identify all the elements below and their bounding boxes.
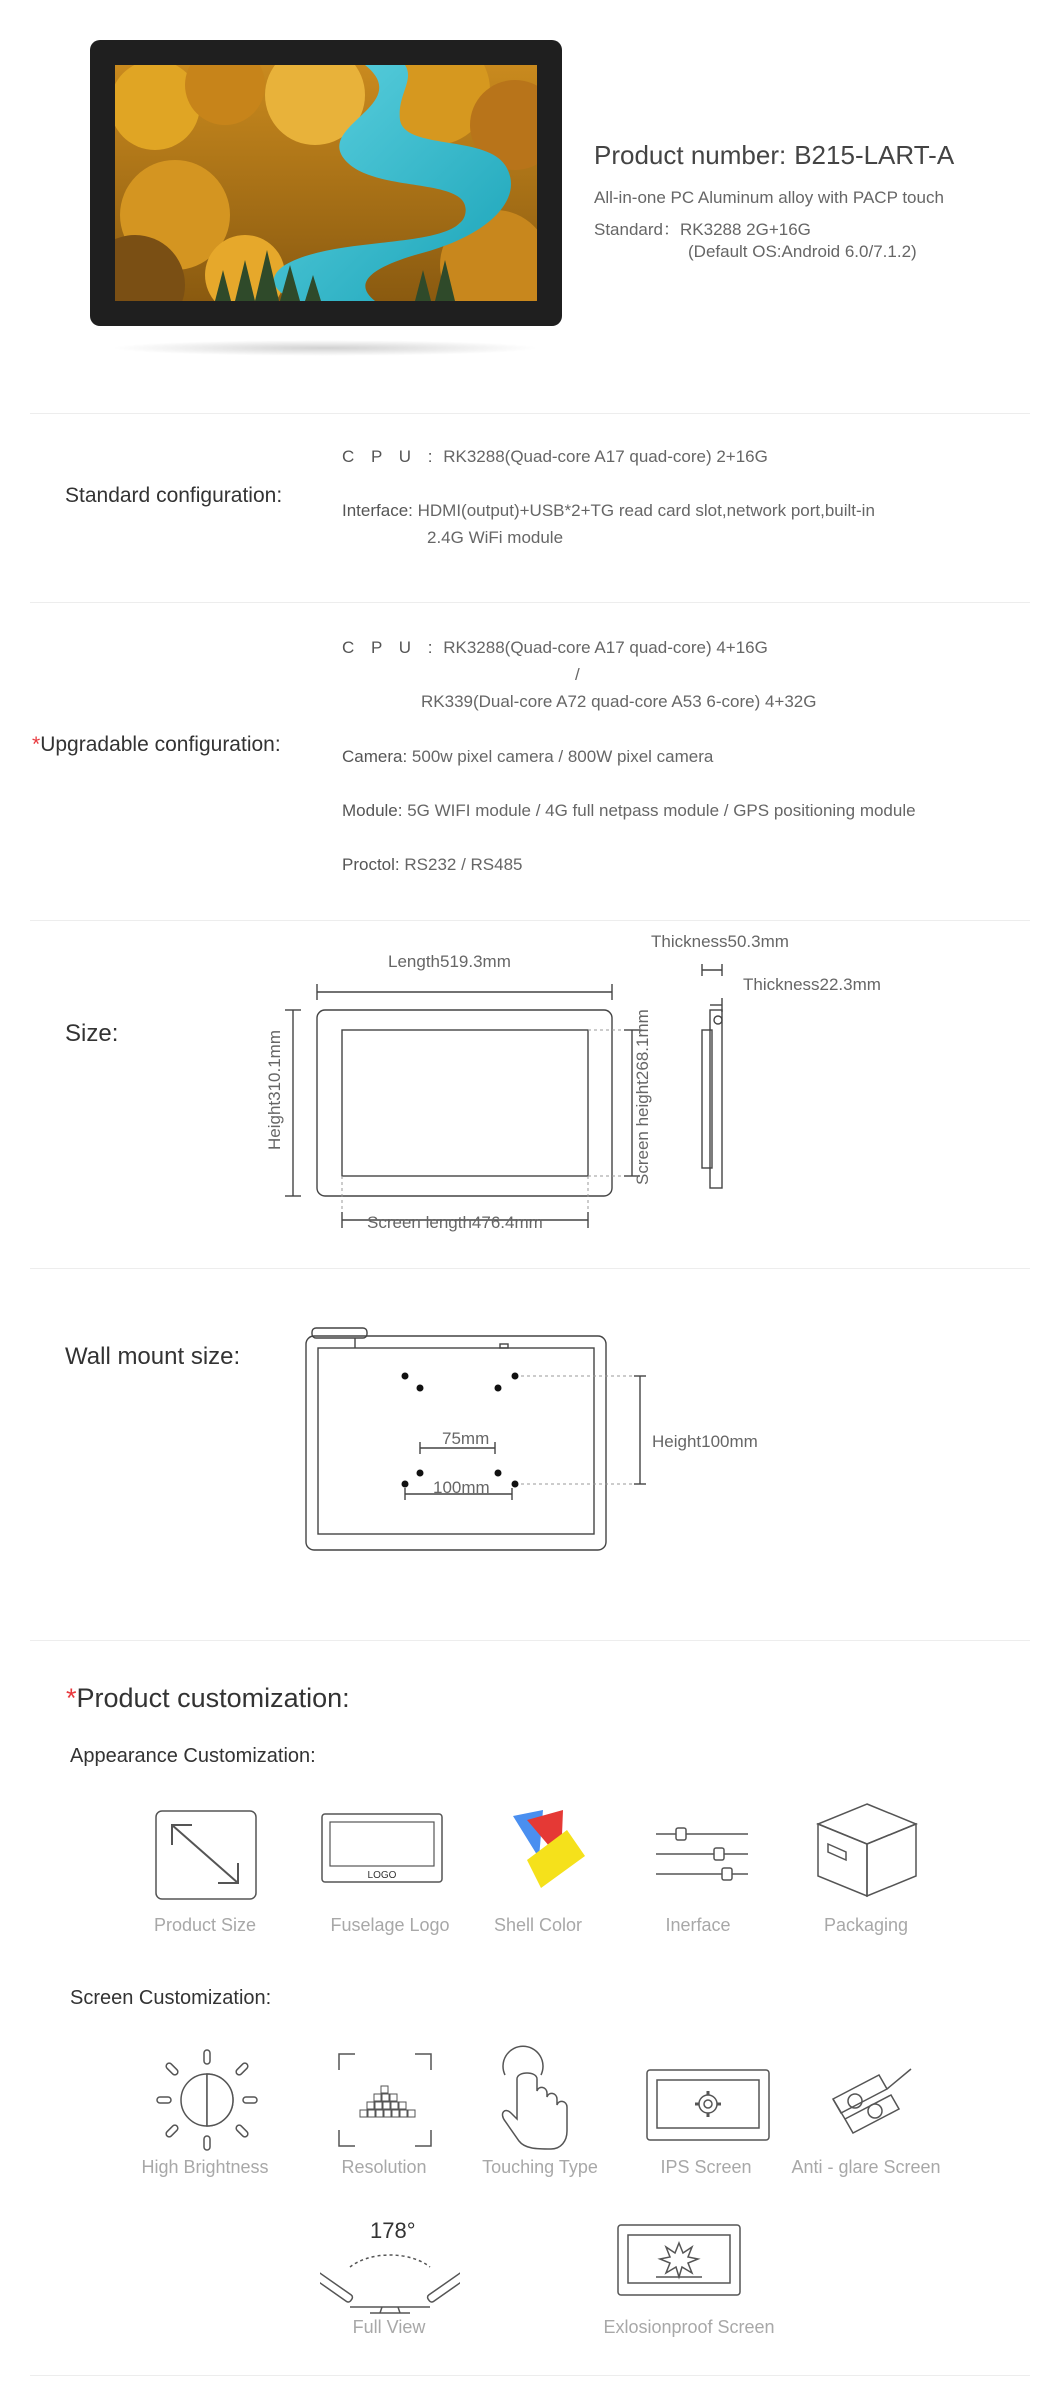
standard-label: Standard： xyxy=(594,220,680,239)
ips-gear-screen-icon xyxy=(645,2068,771,2144)
product-standard xyxy=(594,215,811,240)
caption-touching-type: Touching Type xyxy=(482,2157,598,2177)
height-dimension: Height310.1mm xyxy=(265,1029,284,1150)
anti-glare-glasses-icon xyxy=(825,2055,921,2151)
divider xyxy=(30,920,1030,921)
interface-label: Interface: xyxy=(342,501,413,520)
product-description: All-in-one PC Aluminum alloy with PACP touch xyxy=(594,188,944,207)
vesa-75-dimension: 75mm xyxy=(442,1429,490,1448)
logo-text: LOGO xyxy=(367,1870,397,1881)
upgradable-config-label-text: Upgradable configuration: xyxy=(40,733,281,756)
cpu-value-2: RK339(Dual-core A72 quad-core A53 6-core) 4+32G xyxy=(421,692,817,711)
product-image xyxy=(90,40,562,326)
thickness2-dimension: Thickness22.3mm xyxy=(743,975,881,994)
caption-explosionproof-screen: Exlosionproof Screen xyxy=(603,2317,775,2337)
product-number xyxy=(594,140,954,171)
wall-mount-height-dimension: Height100mm xyxy=(652,1432,758,1451)
length-dimension: Length519.3mm xyxy=(388,952,511,971)
sliders-icon xyxy=(652,1820,752,1890)
divider xyxy=(30,1640,1030,1641)
standard-interface-row xyxy=(342,497,875,524)
standard-cpu-row xyxy=(342,443,768,470)
screen-height-dimension: Screen height268.1mm xyxy=(633,1009,652,1185)
customization-title-text: Product customization: xyxy=(76,1683,350,1713)
default-os: (Default OS:Android 6.0/7.1.2) xyxy=(688,242,917,261)
viewing-angle-value: 178° xyxy=(370,2218,416,2243)
divider xyxy=(30,413,1030,414)
appearance-customization-title: Appearance Customization: xyxy=(70,1745,316,1767)
camera-row xyxy=(342,743,713,770)
resize-arrows-icon xyxy=(150,1805,260,1905)
caption-interface: Inerface xyxy=(665,1915,731,1935)
touch-hand-icon xyxy=(495,2045,575,2153)
wide-view-angle-icon xyxy=(320,2245,460,2315)
package-box-icon xyxy=(812,1800,922,1900)
camera-value: 500w pixel camera / 800W pixel camera xyxy=(411,747,714,766)
caption-ips-screen: IPS Screen xyxy=(660,2157,752,2177)
caption-high-brightness: High Brightness xyxy=(141,2157,269,2177)
resolution-pixels-icon xyxy=(335,2050,435,2150)
monitor-logo-icon xyxy=(320,1810,446,1890)
interface-value-line2: 2.4G WiFi module xyxy=(427,528,564,547)
product-number-label: Product number: xyxy=(594,140,787,170)
cpu-value-1: RK3288(Quad-core A17 quad-core) 4+16G xyxy=(443,638,768,657)
cpu-label: C P U : xyxy=(342,447,439,466)
protocol-label: Proctol: xyxy=(342,855,400,874)
divider xyxy=(30,602,1030,603)
standard-config-label: Standard configuration: xyxy=(65,484,283,507)
module-label: Module: xyxy=(342,801,403,820)
caption-full-view: Full View xyxy=(352,2317,426,2337)
protocol-row xyxy=(342,851,523,878)
required-star: * xyxy=(32,733,41,756)
brightness-sun-icon xyxy=(155,2048,259,2152)
divider xyxy=(30,1268,1030,1269)
module-value: 5G WIFI module / 4G full netpass module / GPS positioning module xyxy=(407,801,916,820)
color-swatches-icon xyxy=(505,1808,595,1898)
landscape-wallpaper xyxy=(115,65,537,301)
protocol-value: RS232 / RS485 xyxy=(404,855,523,874)
size-label: Size: xyxy=(65,1020,119,1047)
standard-value: RK3288 2G+16G xyxy=(680,220,811,239)
caption-product-size: Product Size xyxy=(153,1915,257,1935)
upgradable-config-label xyxy=(32,733,281,757)
camera-label: Camera: xyxy=(342,747,408,766)
vesa-100-dimension: 100mm xyxy=(433,1478,490,1497)
customization-title xyxy=(66,1683,350,1714)
caption-anti-glare-screen: Anti - glare Screen xyxy=(791,2157,941,2177)
caption-packaging: Packaging xyxy=(823,1915,909,1935)
upgradable-cpu-row xyxy=(342,634,768,661)
product-number-value: B215-LART-A xyxy=(794,140,955,170)
wall-mount-label: Wall mount size: xyxy=(65,1343,241,1370)
cpu-label: C P U : xyxy=(342,638,439,657)
caption-resolution: Resolution xyxy=(341,2157,427,2177)
cpu-value: RK3288(Quad-core A17 quad-core) 2+16G xyxy=(443,447,768,466)
caption-shell-color: Shell Color xyxy=(493,1915,583,1935)
product-shadow xyxy=(110,340,540,356)
module-row xyxy=(342,797,916,824)
caption-fuselage-logo: Fuselage Logo xyxy=(330,1915,450,1935)
required-star: * xyxy=(66,1683,77,1713)
cpu-separator: / xyxy=(575,665,580,684)
thickness-dimension: Thickness50.3mm xyxy=(651,932,789,951)
interface-value-line1: HDMI(output)+USB*2+TG read card slot,network port,built-in xyxy=(417,501,875,520)
divider xyxy=(30,2375,1030,2376)
explosion-screen-icon xyxy=(616,2223,742,2299)
screen-customization-title: Screen Customization: xyxy=(70,1987,272,2009)
screen-length-dimension: Screen length476.4mm xyxy=(367,1213,543,1232)
